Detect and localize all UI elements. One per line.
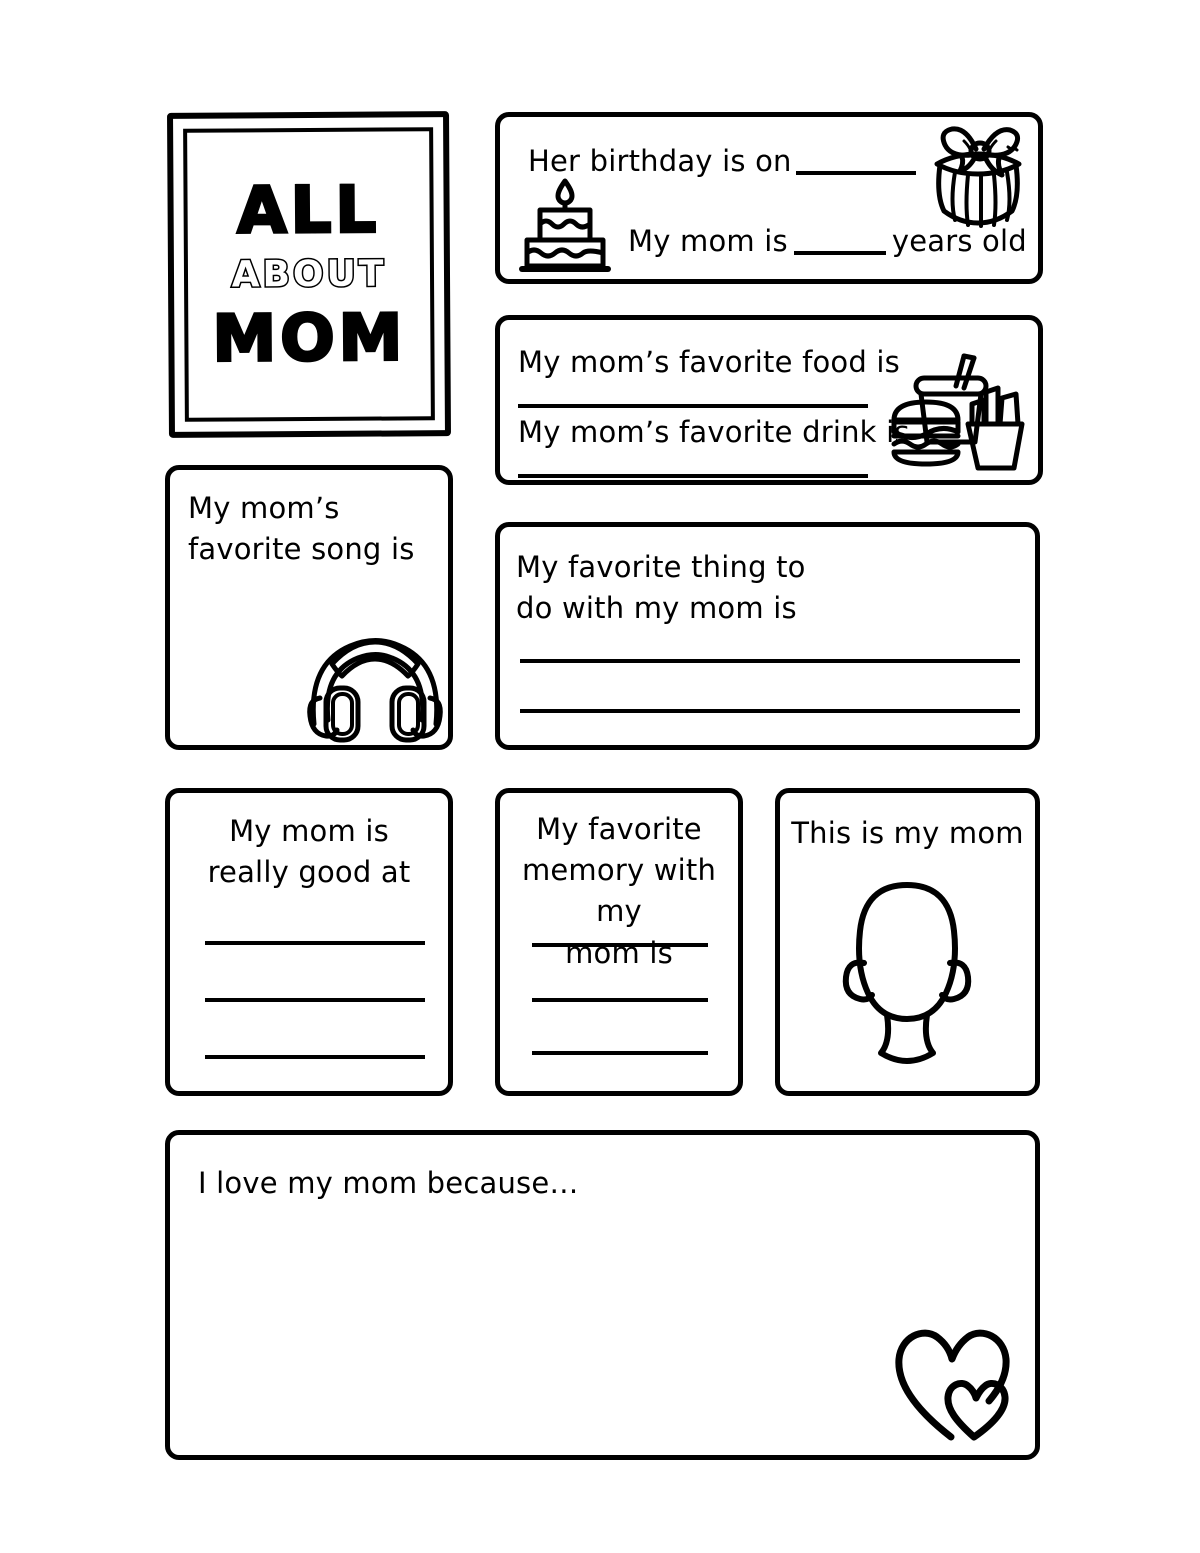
favorite-song-label-line2: favorite song is (188, 532, 415, 567)
fastfood-icon (886, 348, 1026, 476)
favorite-song-box (165, 465, 453, 750)
good-at-write-line[interactable] (205, 941, 425, 945)
favorite-memory-box (495, 788, 743, 1096)
gift-icon (924, 119, 1032, 231)
favorite-memory-write-line[interactable] (532, 943, 708, 947)
favorite-memory-label-line3: mom is (565, 935, 673, 970)
favorite-activity-label-line2: do with my mom is (516, 591, 797, 626)
title-card (167, 111, 451, 438)
birthday-prompt-label: Her birthday is on (528, 144, 792, 178)
good-at-write-line[interactable] (205, 1055, 425, 1059)
age-prompt-label: My mom is (628, 224, 788, 258)
good-at-box (165, 788, 453, 1096)
favorite-activity-label-line1: My favorite thing to (516, 550, 806, 584)
favorite-food-label: My mom’s favorite food is (518, 345, 900, 379)
birthday-box (495, 112, 1043, 284)
favorite-memory-write-line[interactable] (532, 998, 708, 1002)
hearts-icon (895, 1325, 1015, 1443)
headphones-icon (300, 620, 450, 745)
age-prompt-suffix: years old (891, 224, 1027, 258)
title-line-mom: MOM (212, 300, 407, 377)
favorite-activity-label (516, 547, 806, 629)
i-love-my-mom-box[interactable] (165, 1130, 1040, 1460)
favorite-activity-write-line[interactable] (520, 709, 1020, 713)
favorite-memory-label-line1: My favorite (536, 812, 702, 846)
favorite-song-label-line1: My mom’s (188, 491, 340, 525)
food-drink-box (495, 315, 1043, 485)
i-love-my-mom-label: I love my mom because… (198, 1166, 579, 1200)
portrait-label: This is my mom (791, 816, 1024, 850)
blank-face-icon[interactable] (832, 875, 982, 1065)
favorite-activity-box (495, 522, 1040, 750)
age-blank[interactable] (794, 251, 886, 255)
favorite-drink-write-line[interactable] (518, 474, 868, 478)
favorite-memory-write-line[interactable] (532, 1051, 708, 1055)
favorite-song-label (188, 488, 415, 570)
cake-icon (516, 175, 614, 275)
favorite-memory-label (502, 809, 736, 974)
title-card-inner-border (183, 127, 435, 422)
portrait-box (775, 788, 1040, 1096)
good-at-write-line[interactable] (205, 998, 425, 1002)
favorite-drink-label: My mom’s favorite drink is (518, 415, 910, 449)
good-at-label (170, 811, 448, 893)
good-at-label-line2: really good at (207, 855, 411, 890)
favorite-memory-label-line2: memory with my (521, 853, 717, 929)
favorite-activity-write-line[interactable] (520, 659, 1020, 663)
favorite-food-write-line[interactable] (518, 404, 868, 408)
good-at-label-line1: My mom is (229, 814, 389, 848)
birthday-blank[interactable] (796, 171, 916, 175)
title-line-about: ABOUT (231, 253, 387, 295)
title-line-all: ALL (236, 173, 381, 248)
